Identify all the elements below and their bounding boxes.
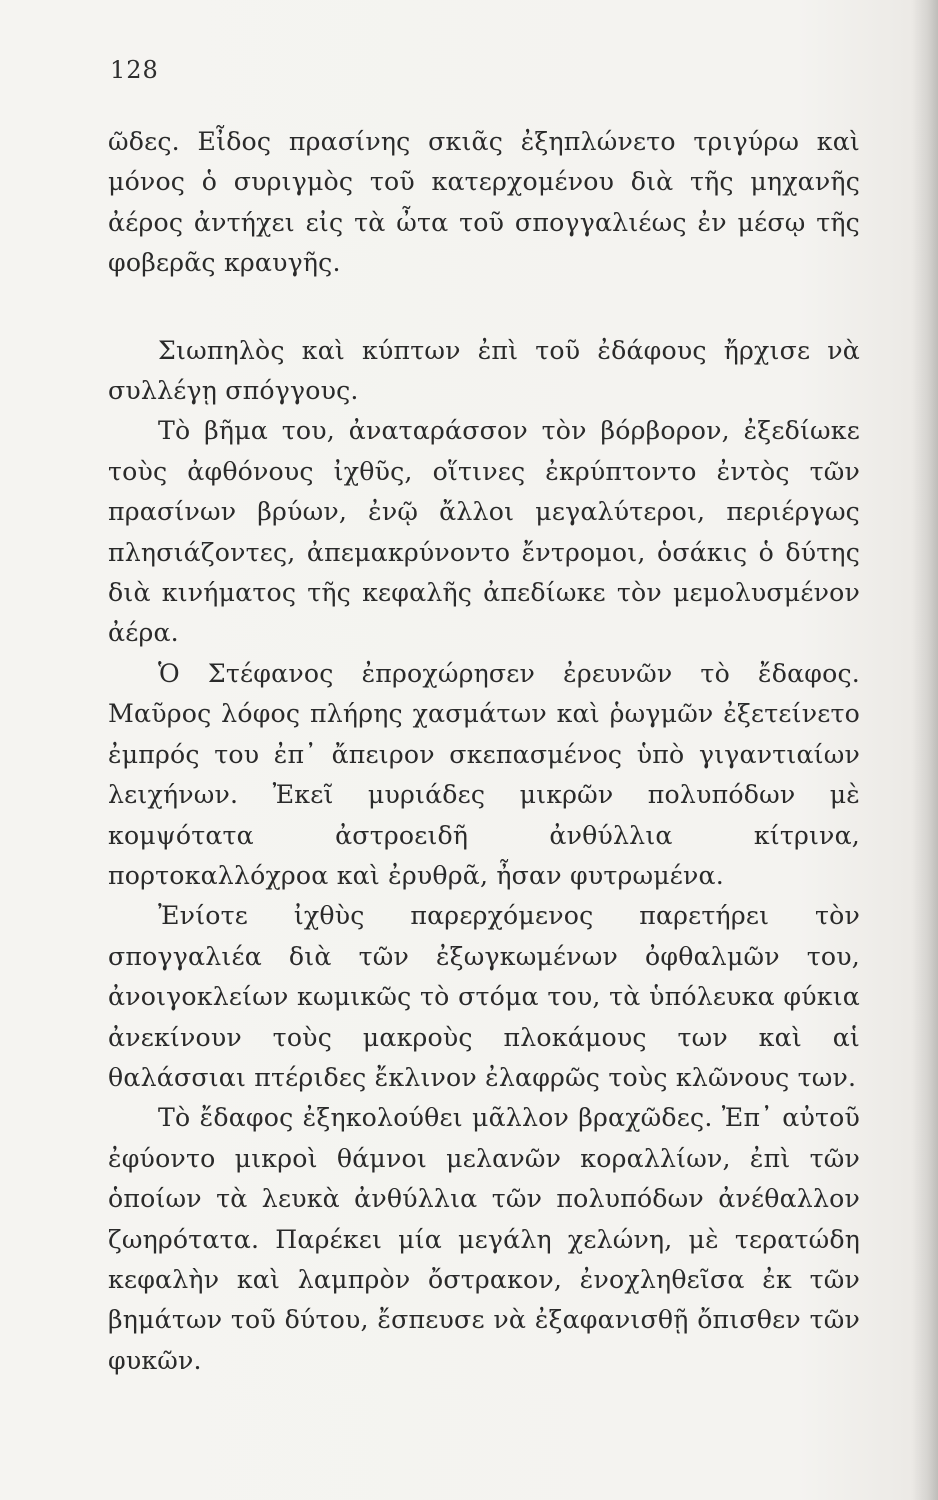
paragraph: Τὸ βῆμα του, ἀναταράσσον τὸν βόρβορον, ἐξεδίωκε τοὺς ἀφθόνους ἰχθῦς, οἵτινες ἐκρύπτοντο ἐντὸς τῶν πρασίνων βρύων, ἐνῷ ἄλλοι μεγαλύτεροι, περιέργως πλησιάζοντες, ἀπεμακρύνοντο ἔντρομοι, ὁσάκις ὁ δύτης διὰ κινήματος τῆς κεφαλῆς ἀπεδίωκε τὸν μεμολυσμένον ἀέρα.: [108, 416, 860, 648]
section-break: [108, 284, 860, 331]
paragraph: Σιωπηλὸς καὶ κύπτων ἐπὶ τοῦ ἐδάφους ἤρχισε νὰ συλλέγῃ σπόγγους.: [108, 335, 860, 406]
paragraph-continuation: ῶδες. Εἶδος πρασίνης σκιᾶς ἐξηπλώνετο τριγύρω καὶ μόνος ὁ συριγμὸς τοῦ κατερχομένου διὰ τῆς μηχανῆς ἀέρος ἀντήχει εἰς τὰ ὦτα τοῦ σπογγαλιέως ἐν μέσῳ τῆς φοβερᾶς κραυγῆς.: [108, 127, 860, 278]
page-edge-shadow: [912, 0, 938, 1500]
body-text: [108, 122, 860, 1381]
page-number: 128: [110, 56, 159, 84]
paragraph: Ἐνίοτε ἰχθὺς παρερχόμενος παρετήρει τὸν σπογγαλιέα διὰ τῶν ἐξωγκωμένων ὀφθαλμῶν του, ἀνοιγοκλείων κωμικῶς τὸ στόμα του, τὰ ὑπόλευκα φύκια ἀνεκίνουν τοὺς μακροὺς πλοκάμους των καὶ αἱ θαλάσσιαι πτέριδες ἔκλινον ἐλαφρῶς τοὺς κλῶνους των.: [108, 901, 860, 1092]
paragraph: Ὁ Στέφανος ἐπροχώρησεν ἐρευνῶν τὸ ἔδαφος. Μαῦρος λόφος πλήρης χασμάτων καὶ ῥωγμῶν ἐξετείνετο ἐμπρός του ἐπ᾽ ἄπειρον σκεπασμένος ὑπὸ γιγαντιαίων λειχήνων. Ἐκεῖ μυριάδες μικρῶν πολυπόδων μὲ κομψότατα ἀστροειδῆ ἀνθύλλια κίτρινα, πορτοκαλλόχροα καὶ ἐρυθρᾶ, ἦσαν φυτρωμένα.: [108, 658, 860, 890]
paragraph: Τὸ ἔδαφος ἐξηκολούθει μᾶλλον βραχῶδες. Ἐπ᾽ αὐτοῦ ἐφύοντο μικροὶ θάμνοι μελανῶν κοραλλίων, ἐπὶ τῶν ὁποίων τὰ λευκὰ ἀνθύλλια τῶν πολυπόδων ἀνέθαλλον ζωηρότατα. Παρέκει μία μεγάλη χελώνη, μὲ τερατώδη κεφαλὴν καὶ λαμπρὸν ὄστρακον, ἐνοχληθεῖσα ἐκ τῶν βημάτων τοῦ δύτου, ἔσπευσε νὰ ἐξαφανισθῇ ὄπισθεν τῶν φυκῶν.: [108, 1103, 860, 1375]
